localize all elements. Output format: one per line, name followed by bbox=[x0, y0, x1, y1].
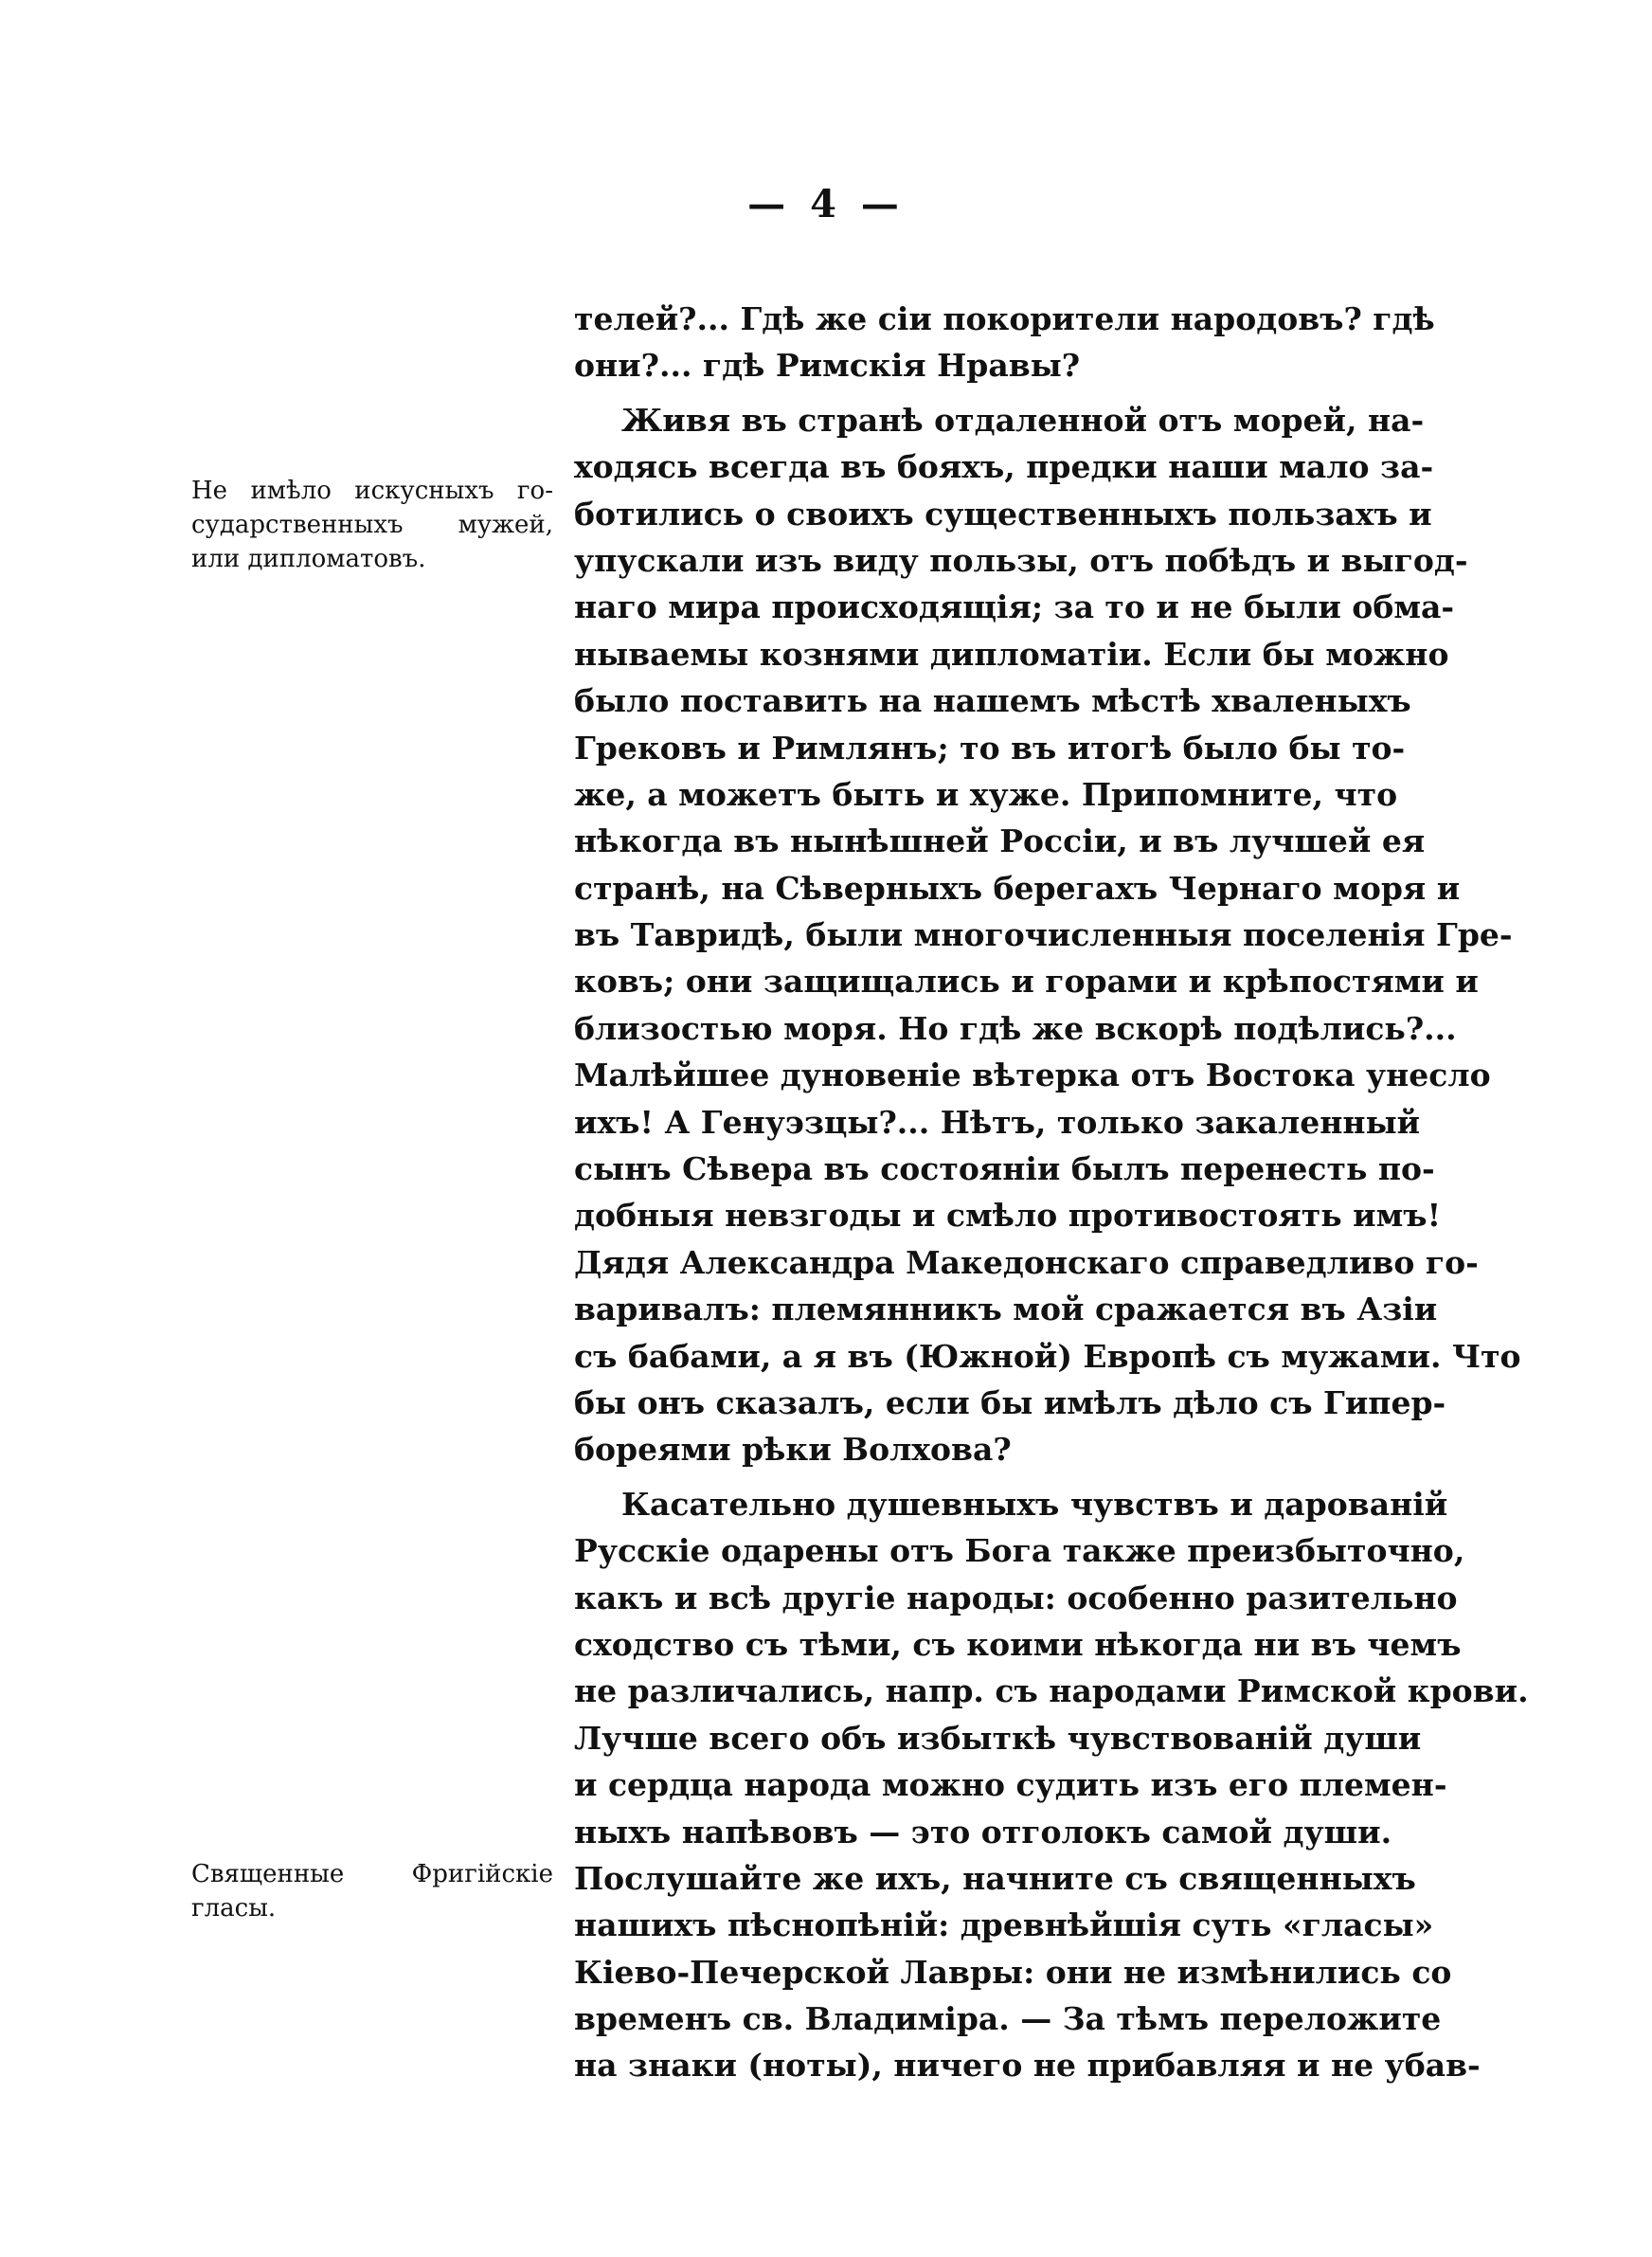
text-line: упускали изъ виду пользы, отъ побѣдъ и выгод- bbox=[574, 541, 1468, 579]
marginal-note-line: гласы. bbox=[191, 1894, 277, 1923]
text-line: Послушайте же ихъ, начните съ священныхъ bbox=[574, 1859, 1416, 1897]
body-text bbox=[574, 296, 1529, 2089]
text-line: ныхъ напѣвовъ — это отголокъ самой души. bbox=[574, 1813, 1392, 1851]
text-line: Живя въ странѣ отдаленной отъ морей, на- bbox=[621, 401, 1425, 439]
text-line: нываемы кознями дипломатіи. Если бы можно bbox=[574, 635, 1449, 673]
text-line: не различались, напр. съ народами Римской крови. bbox=[574, 1672, 1529, 1710]
text-line: странѣ, на Сѣверныхъ берегахъ Чернаго моря и bbox=[574, 869, 1461, 907]
text-line: добныя невзгоды и смѣло противостоять имъ! bbox=[574, 1197, 1442, 1235]
marginal-note-line: Священные Фригійскіе bbox=[191, 1860, 553, 1888]
text-line: Малѣйшее дуновеніе вѣтерка отъ Востока унесло bbox=[574, 1056, 1491, 1094]
text-line: нѣкогда въ нынѣшней Россіи, и въ лучшей ея bbox=[574, 822, 1426, 860]
text-line: бореями рѣки Волхова? bbox=[574, 1431, 1012, 1469]
text-line: съ бабами, а я въ (Южной) Европѣ съ мужами. Что bbox=[574, 1337, 1521, 1375]
text-line: близостью моря. Но гдѣ же вскорѣ подѣлись?... bbox=[574, 1009, 1457, 1047]
page-number: — 4 — bbox=[747, 182, 905, 226]
text-line: въ Тавридѣ, были многочисленныя поселенія Гре- bbox=[574, 916, 1513, 954]
text-line: наго мира происходящія; за то и не были обма- bbox=[574, 588, 1455, 626]
marginal-note-phrygian-tones bbox=[191, 1857, 553, 1925]
marginal-note-line: сударственныхъ мужей, bbox=[191, 511, 553, 539]
marginal-note-statesmen bbox=[191, 474, 553, 576]
text-line: бы онъ сказалъ, если бы имѣлъ дѣло съ Гипер- bbox=[574, 1383, 1446, 1421]
text-line: сходство съ тѣми, съ коими нѣкогда ни въ чемъ bbox=[574, 1625, 1462, 1663]
text-line: временъ св. Владиміра. — За тѣмъ переложите bbox=[574, 2000, 1442, 2038]
text-line: Кіево-Печерской Лавры: они не измѣнились со bbox=[574, 1953, 1452, 1991]
text-line: Дядя Александра Македонскаго справедливо го- bbox=[574, 1243, 1479, 1281]
text-line: Грековъ и Римлянъ; то въ итогѣ было бы то- bbox=[574, 729, 1406, 767]
text-line: и сердца народа можно судить изъ его племен- bbox=[574, 1766, 1447, 1804]
marginal-note-line: Не имѣло искусныхъ го- bbox=[191, 477, 553, 505]
text-line: ботились о своихъ существенныхъ пользахъ и bbox=[574, 495, 1432, 533]
text-line: сынъ Сѣвера въ состояніи былъ перенесть по- bbox=[574, 1150, 1435, 1188]
text-line: Лучше всего объ избыткѣ чувствованій души bbox=[574, 1719, 1422, 1757]
text-line: варивалъ: племянникъ мой сражается въ Азіи bbox=[574, 1291, 1438, 1328]
text-line: телей?... Гдѣ же сіи покорители народовъ? гдѣ bbox=[574, 300, 1435, 337]
paragraph-gap bbox=[574, 389, 1389, 397]
text-line: ковъ; они защищались и горами и крѣпостями и bbox=[574, 963, 1479, 1001]
text-line: ихъ! А Генуэзцы?... Нѣтъ, только закаленный bbox=[574, 1103, 1421, 1141]
text-line: нашихъ пѣснопѣній: древнѣйшія суть «гласы» bbox=[574, 1906, 1434, 1944]
marginal-note-line: или дипломатовъ. bbox=[191, 545, 426, 573]
text-line: они?... гдѣ Римскія Нравы? bbox=[574, 347, 1081, 385]
text-line: Русскіе одарены отъ Бога также преизбыточно, bbox=[574, 1532, 1465, 1570]
text-line: какъ и всѣ другіе народы: особенно разительно bbox=[574, 1579, 1458, 1616]
paragraph-gap bbox=[574, 1473, 1389, 1481]
text-line: на знаки (ноты), ничего не прибавляя и не убав- bbox=[574, 2047, 1481, 2085]
text-line: Касательно душевныхъ чувствъ и дарованій bbox=[621, 1485, 1448, 1523]
text-line: ходясь всегда въ бояхъ, предки наши мало за- bbox=[574, 448, 1434, 486]
text-line: было поставить на нашемъ мѣстѣ хваленыхъ bbox=[574, 682, 1411, 720]
text-line: же, а можетъ быть и хуже. Припомните, что bbox=[574, 775, 1398, 813]
